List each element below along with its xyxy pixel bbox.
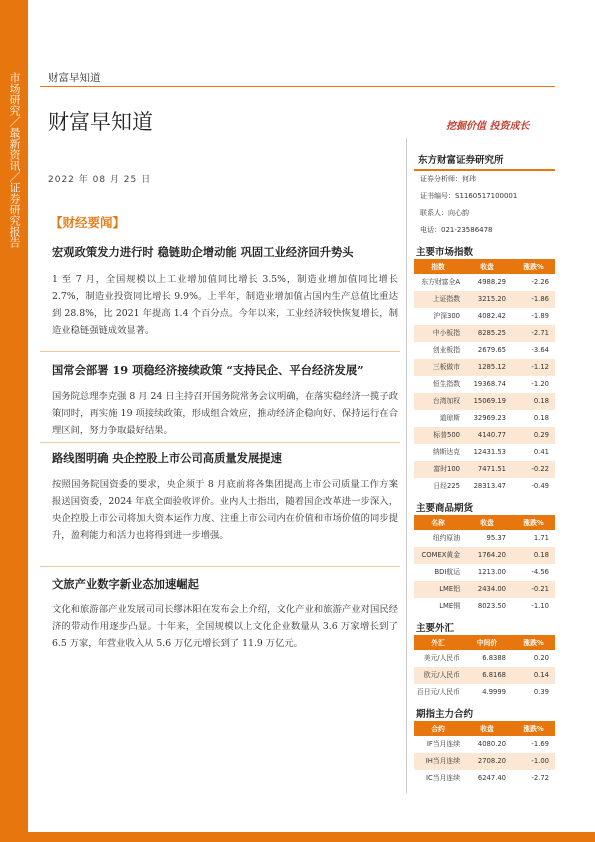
row-value: 3215.20 [477,295,506,303]
row-change: -1.86 [531,295,549,303]
news-divider [40,566,400,567]
table-row [414,598,555,615]
table-body [414,274,555,495]
side-band-text: 市场研究／最新资讯／证券研究报告 [8,72,21,248]
table-row [414,650,555,667]
table-row [414,308,555,325]
news-title-4: 文旅产业数字新业态加速崛起 [52,577,199,591]
table-row [414,274,555,291]
table-row [414,684,555,701]
row-value: 7471.51 [477,465,506,473]
row-label: 上证指数 [432,295,460,303]
header-cell: 名称 [431,519,445,527]
row-label: 日经225 [433,482,460,490]
row-value: 32969.23 [473,414,506,422]
table-row [414,478,555,495]
table-header [414,723,555,736]
row-value: 4080.20 [477,740,506,748]
row-change: -2.71 [531,329,549,337]
row-value: 4082.42 [477,312,506,320]
table-header [414,517,555,530]
row-value: 95.37 [486,534,506,542]
row-value: 1285.12 [477,363,506,371]
row-change: -3.64 [531,346,549,354]
report-date: 2022 年 08 月 25 日 [48,175,152,185]
table-row [414,736,555,753]
row-value: 6247.40 [477,774,506,782]
news-body-3: 按照国务院国资委的要求，央企须于 8 月底前将各集团提高上市公司质量工作方案报送国资委，2024 年底全面验收评价。业内人士指出，随着国企改革进一步深入，央企控股上市公司将加大资本运作力度、注重上市公司内在价值和市场价值的同步提升，盈利能力和活力也将得到进一步增强。 [52,479,398,541]
row-change: 0.29 [533,431,549,439]
row-label: 道琼斯 [439,414,460,422]
index-futures-table [414,701,555,787]
row-change: 1.71 [533,534,549,542]
row-value: 2708.20 [477,757,506,765]
row-change: -1.00 [531,757,549,765]
row-label: IH当月连续 [425,757,460,765]
row-label: LME铜 [439,602,460,610]
row-label: 中小板指 [432,329,460,337]
row-value: 4140.77 [477,431,506,439]
row-label: 三板做市 [432,363,460,371]
slogan: 挖掘价值 投资成长 [446,121,530,132]
row-label: IC当月连续 [426,774,460,782]
header-cell: 收盘 [480,263,494,271]
row-change: -1.89 [531,312,549,320]
news-title-3: 路线图明确 央企控股上市公司高质量发展提速 [52,451,282,465]
row-change: 0.18 [533,397,549,405]
table-title: 期指主力合约 [414,701,555,723]
table-row [414,461,555,478]
row-change: 0.39 [533,688,549,696]
row-label: 富时100 [433,465,460,473]
row-value: 12431.53 [473,448,506,456]
header-cell: 中间价 [476,639,498,647]
section-tag: 【财经要闻】 [50,215,126,230]
left-color-band [0,0,28,842]
table-row [414,753,555,770]
table-header [414,637,555,650]
table-row [414,376,555,393]
header-cell: 涨跌% [523,639,544,647]
sidebar [414,150,555,787]
table-header [414,261,555,274]
row-label: BDI航运 [434,568,460,576]
row-label: 纳斯达克 [432,448,460,456]
forex-table [414,615,555,701]
bottom-color-band [0,832,595,842]
table-body [414,650,555,701]
table-row [414,547,555,564]
row-value: 6.8168 [482,671,506,679]
row-change: -0.22 [531,465,549,473]
row-value: 19368.74 [473,380,506,388]
row-change: -4.56 [531,568,549,576]
row-value: 4988.29 [477,278,506,286]
row-label: 纽约原油 [432,534,460,542]
row-change: -0.49 [531,482,549,490]
header-cell: 涨跌% [523,725,544,733]
header-cell: 合约 [431,725,445,733]
org-name: 东方财富证券研究所 [414,150,555,171]
row-change: -0.21 [531,585,549,593]
row-value: 4.9999 [482,688,506,696]
row-label: 标普500 [433,431,460,439]
row-label: IF当月连续 [426,740,460,748]
table-row [414,444,555,461]
table-body [414,736,555,787]
row-label: 美元/人民币 [423,654,460,662]
row-label: COMEX黄金 [421,551,460,559]
header-cell: 涨跌% [523,263,544,271]
row-change: -1.69 [531,740,549,748]
header-cell: 指数 [431,263,445,271]
row-change: 0.18 [533,414,549,422]
row-label: LME铝 [439,585,460,593]
header-divider [40,86,555,87]
table-row [414,342,555,359]
row-label: 台湾加权 [432,397,460,405]
news-title-2: 国常会部署 19 项稳经济接续政策 “支持民企、平台经济发展” [52,363,364,377]
row-change: -1.12 [531,363,549,371]
table-body [414,530,555,615]
row-value: 28313.47 [473,482,506,490]
table-title: 主要外汇 [414,615,555,637]
news-body-2: 国务院总理李克强 8 月 24 日主持召开国务院常务会议明确，在落实稳经济一揽子政策同时，再实施 19 项接续政策，形成组合效应，推动经济企稳向好、保持运行在合理区间，努力争取最好结果。 [52,391,398,436]
row-value: 8285.25 [477,329,506,337]
phone: 电话：021-23586478 [420,226,493,234]
news-body-4: 文化和旅游部产业发展司司长缪沐阳在发布会上介绍，文化产业和旅游产业对国民经济的带动作用逐步凸显。十年来，全国规模以上文化企业数量从 3.6 万家增长到了 6.5 万家，年营业收入从 5.6 万亿元增长到了 11.9 万亿元。 [52,604,398,649]
row-change: -1.20 [531,380,549,388]
market-index-table [414,239,555,495]
table-title: 主要商品期货 [414,495,555,517]
row-label: 欧元/人民币 [423,671,460,679]
row-label: 恒生指数 [432,380,460,388]
row-value: 1764.20 [477,551,506,559]
header-cell: 收盘 [480,519,494,527]
news-divider [40,351,400,352]
analyst: 证券分析师：何玮 [420,175,476,183]
header-cell: 收盘 [480,725,494,733]
table-row [414,427,555,444]
row-change: 0.41 [533,448,549,456]
row-change: -2.26 [531,278,549,286]
row-change: 0.14 [533,671,549,679]
row-label: 创业板指 [432,346,460,354]
certificate-number: 证书编号：S1160517100001 [420,192,518,200]
contact-person: 联系人：向心韵 [420,209,469,217]
row-value: 6.8388 [482,654,506,662]
row-change: -1.10 [531,602,549,610]
table-title: 主要市场指数 [414,239,555,261]
news-title-1: 宏观政策发力进行时 稳链助企增动能 巩固工业经济回升势头 [52,245,354,259]
table-row [414,410,555,427]
row-label: 沪深300 [433,312,460,320]
header-label: 财富早知道 [48,72,101,84]
row-change: 0.18 [533,551,549,559]
row-value: 2434.00 [477,585,506,593]
news-body-1: 1 至 7 月，全国规模以上工业增加值同比增长 3.5%，制造业增加值同比增长 2.7%，制造业投资同比增长 9.9%。上半年，制造业增加值占国内生产总值比重达到 28.8%，比 2021 年提高 1.4 个百分点。今年以来，工业经济较快恢复增长，制造业稳链强链成效显著。 [52,274,398,336]
row-label: 百日元/人民币 [416,688,460,696]
table-row [414,359,555,376]
table-row [414,564,555,581]
table-row [414,667,555,684]
commodity-futures-table [414,495,555,615]
row-label: 东方财富全A [421,278,460,286]
table-row [414,393,555,410]
row-value: 8023.50 [477,602,506,610]
news-divider [40,442,400,443]
header-cell: 外汇 [431,639,445,647]
table-row [414,291,555,308]
row-value: 2679.65 [477,346,506,354]
header-cell: 涨跌% [523,519,544,527]
column-divider [406,138,407,793]
row-change: -2.72 [531,774,549,782]
row-value: 15069.19 [473,397,506,405]
page-title: 财富早知道 [48,110,153,134]
table-row [414,530,555,547]
row-value: 1213.00 [477,568,506,576]
table-row [414,770,555,787]
row-change: 0.20 [533,654,549,662]
table-row [414,581,555,598]
table-row [414,325,555,342]
